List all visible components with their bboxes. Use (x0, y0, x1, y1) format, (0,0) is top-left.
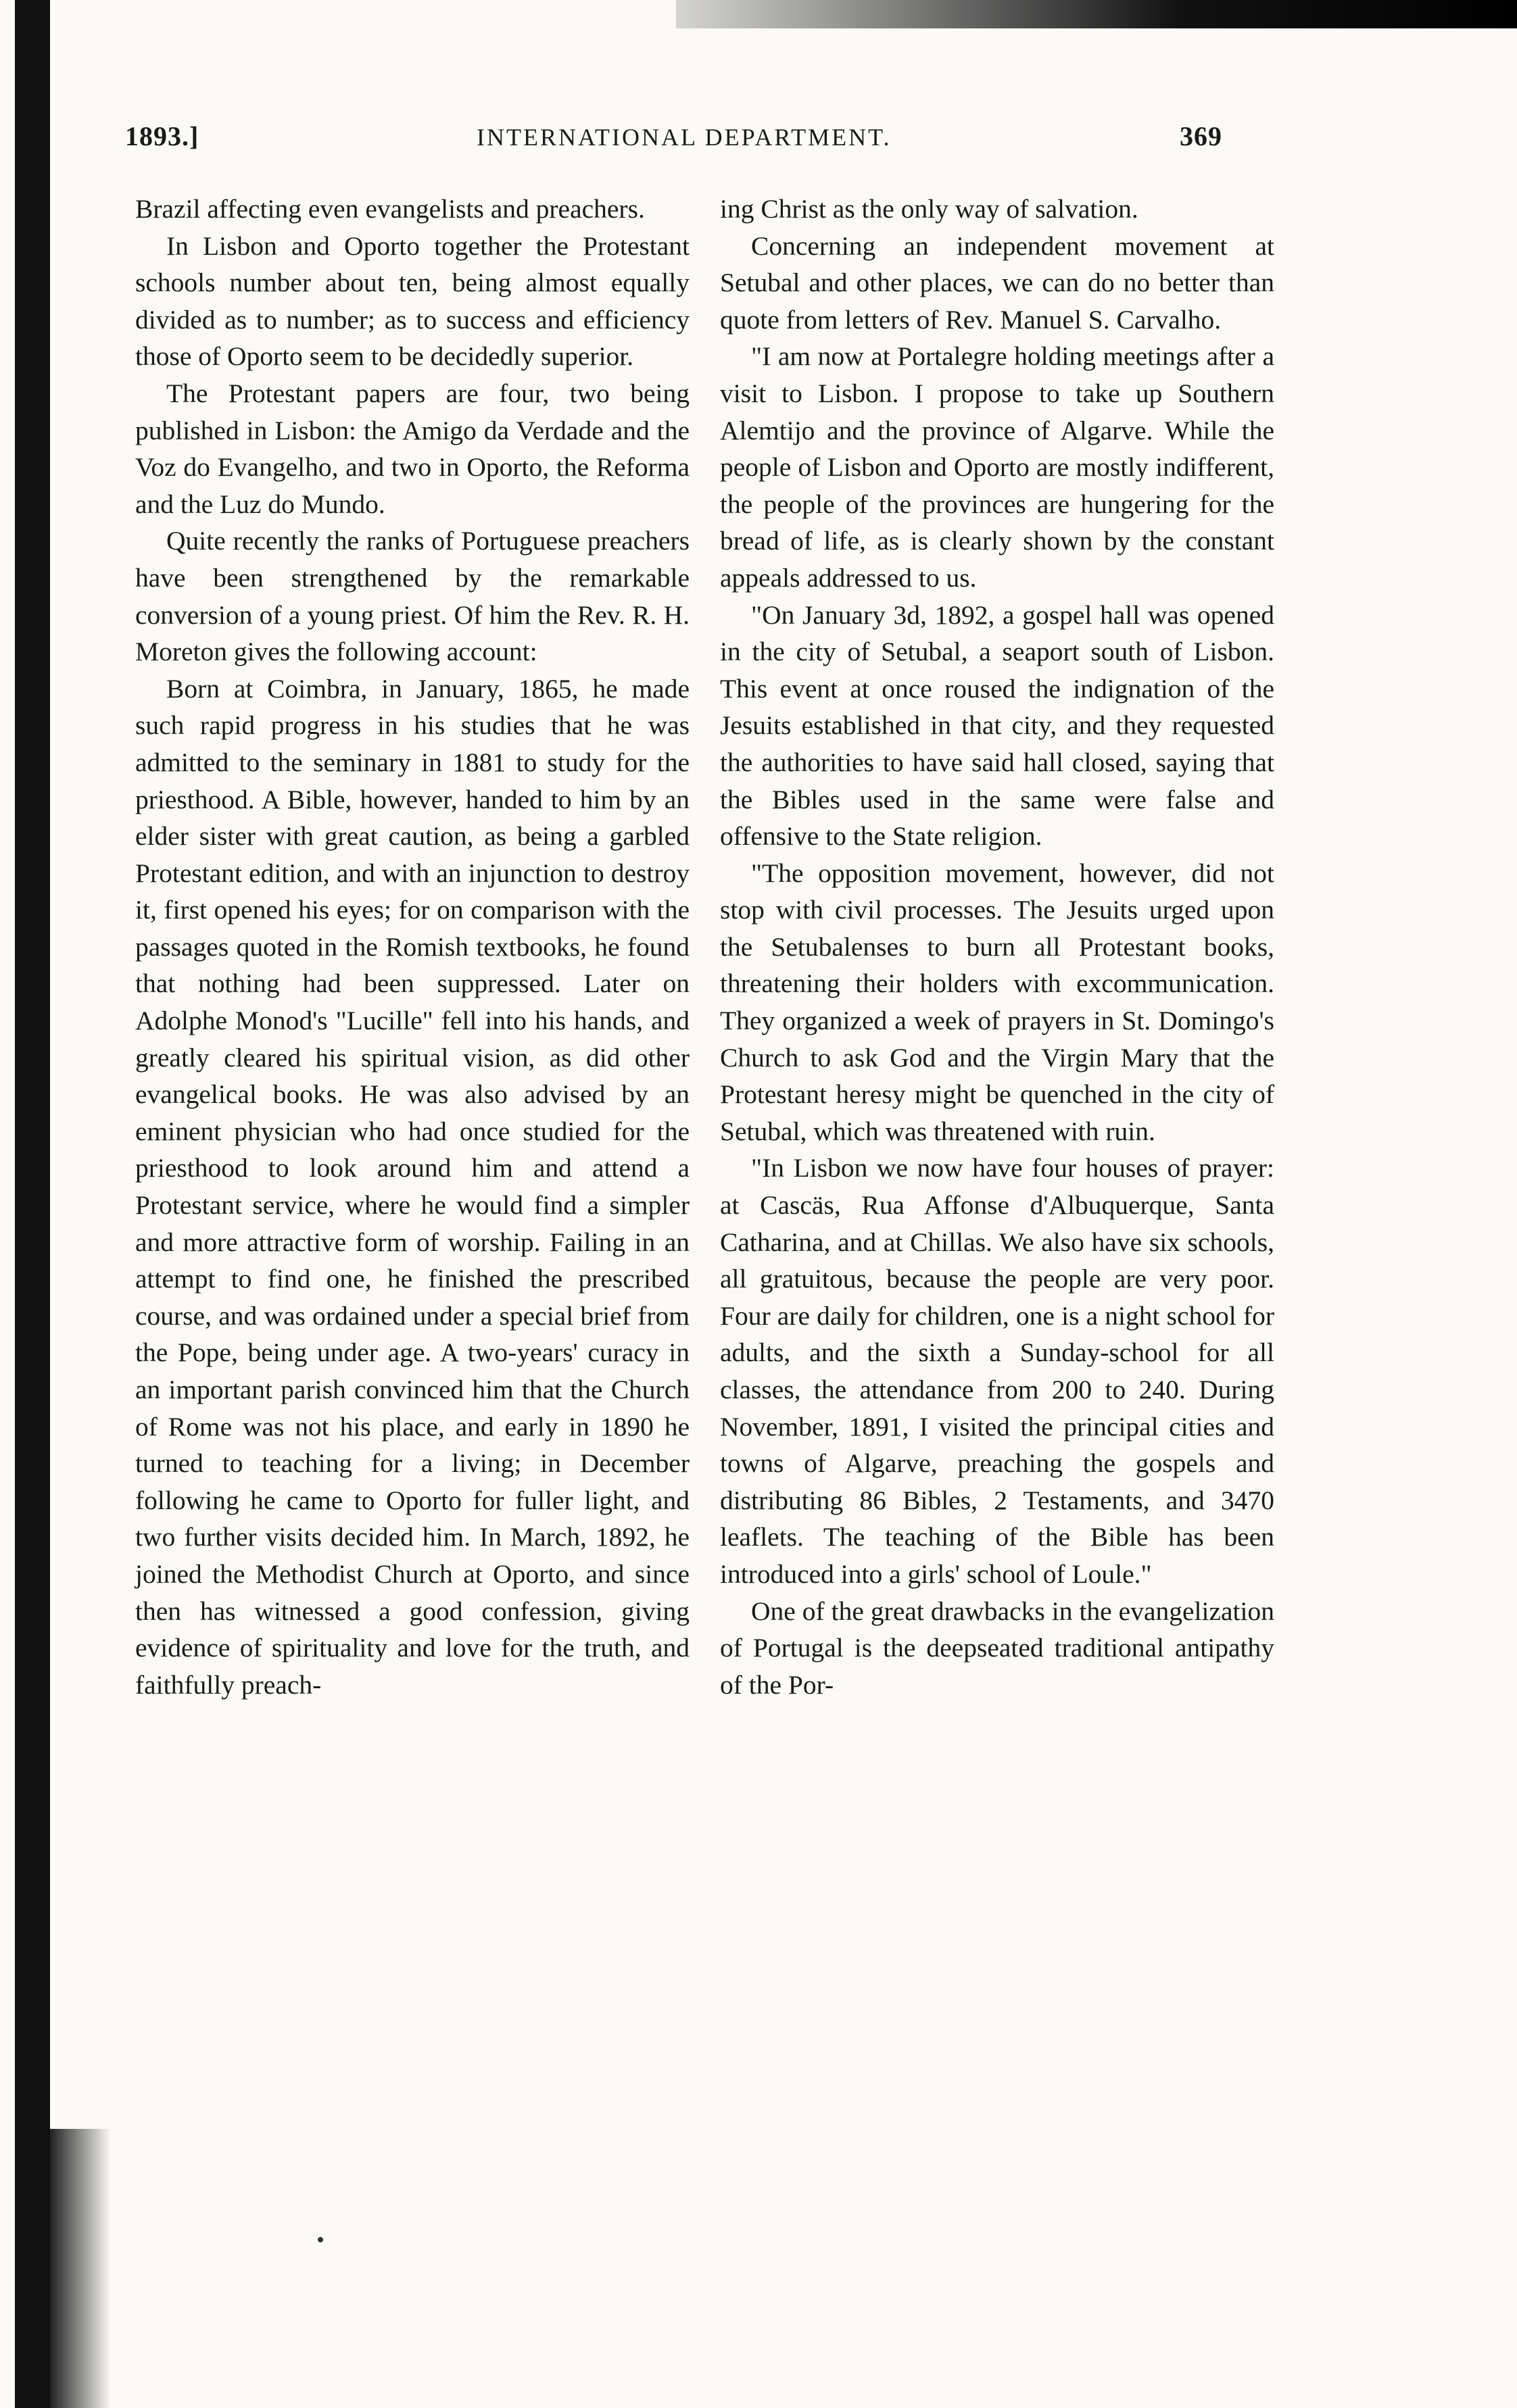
paragraph: "The opposition movement, however, did not stop with civil processes. The Jesuits urged upon the Setubalenses to burn all Protestant books, threatening their holders with excommunication. They organized a week of prayers in St. Domingo's Church to ask God and the Virgin Mary that the Protestant heresy might be quenched in the city of Setubal, which was threatened with ruin. (720, 858, 1274, 1146)
paragraph: The Protestant papers are four, two being published in Lisbon: the Amigo da Verdade and the Voz do Evangelho, and two in Oporto, the Reforma and the Luz do Mundo. (135, 378, 690, 519)
paragraph-continuation: ing Christ as the only way of salvation. (720, 194, 1138, 224)
paragraph: "In Lisbon we now have four houses of prayer: at Cascäs, Rua Affonse d'Albuquerque, Santa Catharina, and at Chillas. We also have six schools, all gratuitous, because the people are very poor. Four are daily for children, one is a night school for adults, and the sixth a Sunday-school for all classes, the attendance from 200 to 240. During November, 1891, I visited the principal cities and towns of Algarve, preaching the gospels and distributing 86 Bibles, 2 Testaments, and 3470 leaflets. The teaching of the Bible has been introduced into a girls' school of Loule." (720, 1153, 1274, 1589)
paragraph: Quite recently the ranks of Portuguese preachers have been strengthened by the remarkable conversion of a young priest. Of him the Rev. R. H. Moreton gives the following account: (135, 526, 690, 667)
paragraph: Born at Coimbra, in January, 1865, he made such rapid progress in his studies that he was admitted to the seminary in 1881 to study for the priesthood. A Bible, however, handed to him by an elder sister with great caution, as being a garbled Protestant edition, and with an injunction to destroy it, first opened his eyes; for on comparison with the passages quoted in the Romish textbooks, he found that nothing had been suppressed. Later on Adolphe Monod's "Lucille" fell into his hands, and greatly cleared his spiritual vision, as did other evangelical books. He was also advised by an eminent physician who had once studied for the priesthood to look around him and attend a Protestant service, where he would find a simpler and more attractive form of worship. Failing in an attempt to find one, he finished the prescribed course, and was ordained under a special brief from the Pope, being under age. A two-years' curacy in an important parish convinced him that the Church of Rome was not his place, and early in 1890 he turned to teaching for a living; in December following he came to Oporto for fuller light, and two further visits decided him. In March, 1892, he joined the Methodist Church at Oporto, and since then has witnessed a good confession, giving evidence of spirituality and love for the truth, and faithfully preach- (135, 673, 690, 1700)
scan-top-edge (676, 0, 1517, 28)
right-column (720, 191, 1274, 1703)
scan-shadow (50, 2129, 111, 2408)
page-number: 369 (1180, 121, 1222, 151)
paragraph: "I am now at Portalegre holding meetings after a visit to Lisbon. I propose to take up Southern Alemtijo and the province of Algarve. While the people of Lisbon and Oporto are mostly indifferent, the people of the provinces are hungering for the bread of life, as is clearly shown by the constant appeals addressed to us. (720, 341, 1274, 593)
scan-binding-edge (15, 0, 50, 2408)
header-year: 1893.] (125, 121, 199, 151)
page-header (125, 120, 1274, 161)
paragraph: Concerning an independent movement at Setubal and other places, we can do no better than quote from letters of Rev. Manuel S. Carvalho. (720, 230, 1274, 335)
paragraph: Brazil affecting even evangelists and preachers. (135, 194, 645, 224)
running-title: INTERNATIONAL DEPARTMENT. (477, 124, 892, 151)
paragraph: In Lisbon and Oporto together the Protestant schools number about ten, being almost equally divided as to number; as to success and efficiency those of Oporto seem to be decidedly superior. (135, 230, 690, 372)
left-column (135, 191, 690, 1703)
paragraph: One of the great drawbacks in the evangelization of Portugal is the deepseated traditional antipathy of the Por- (720, 1596, 1274, 1700)
paragraph: "On January 3d, 1892, a gospel hall was opened in the city of Setubal, a seaport south of Lisbon. This event at once roused the indignation of the Jesuits established in that city, and they requested the authorities to have said hall closed, saying that the Bibles used in the same were false and offensive to the State religion. (720, 599, 1274, 852)
scan-speck (318, 2237, 323, 2242)
